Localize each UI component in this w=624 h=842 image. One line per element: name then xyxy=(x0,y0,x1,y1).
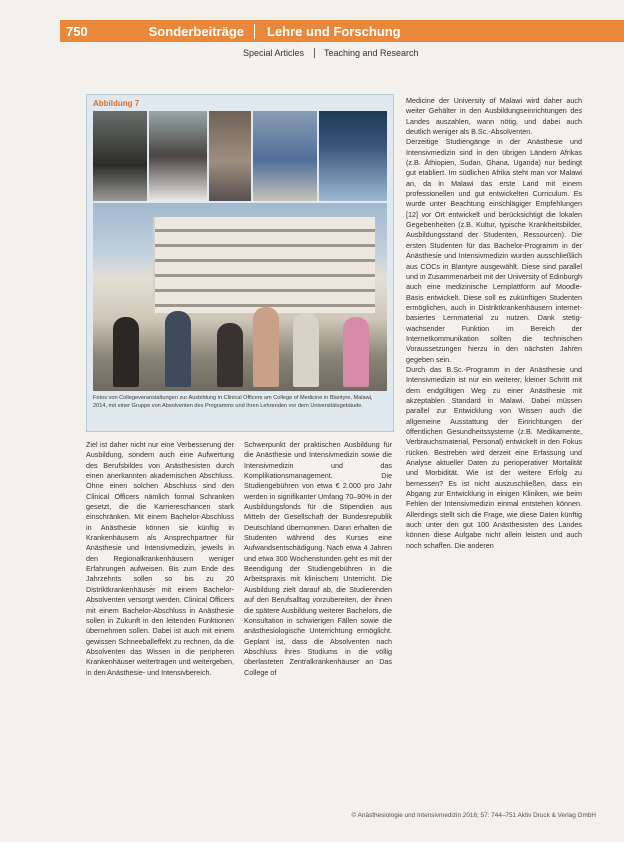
header-bar xyxy=(60,20,624,42)
paragraph: Schwerpunkt der praktischen Ausbildung für die Anästhesie und Intensivmedizin sowie die Intensivmedizin und das Komplikationsmanagement. Die Studiengebühren von etwa € 2.000 pro Jahr werden in signifikanter Umfang 70–90% in der Ausbildungsfonds für die Stipendien aus Mitteln der Gesellschaft der Bundesrepublik Deutschland übernommen. Dann erhalten die Studenten während des Kurses eine Aufwandsentschädigung. Nach etwa 4 Jahren und etwa 300 Wochenstunden geht es mit der Beendigung der Studiengebühren in die Arbeitspraxis mit klinischem Unterricht. Die Ausbildung zielt darauf ab, die Studierenden auf den Berufsalltag vorzubereiten, der ihnen die spätere Ausbildung weiterer Bachelors, die Konsultation in schwierigen Fällen sowie die anästhesiologische Unterrichtung ermöglicht. Geplant ist, dass die Absolventen nach Abschluss ihres Studiums in die völlig überlasteten Zentralkrankenhäuser an Das College of xyxy=(244,440,392,677)
person-figure xyxy=(343,317,369,387)
topic-title-en: Teaching and Research xyxy=(324,48,419,58)
text-column-left xyxy=(86,440,234,678)
paragraph: Ziel ist daher nicht nur eine Verbesserung der Ausbildung, sondern auch eine Aufwertung des Berufsbildes von Anästhesisten durch einen anerkannten akademischen Abschluss. Ohne einen solchen Abschluss sind den Clinical Officers nämlich formal Schranken gesetzt, die die Karriereschancen stark einschränken. Mit einem Bachelor-Abschluss in Anästhesie können sie künftig in Krankenhäusern als Ansprechpartner für Anästhesie und Intensivmedizin, jeweils in den Regionalkrankenhäusern weniger Erfahrungen aufweisen. Bis zum Ende des Jahrzehnts sollen so bis zu 20 Distriktkrankenhäuser mit einem Bachelor-Absolventen versorgt werden. Clinical Officers mit einem Bachelor-Abschluss in Anästhesie sollen in Zukunft in den leitenden Funktionen übernehmen sollen. Dabei ist auch mit einem gewissen Schneeballeffekt zu rechnen, da die Absolventen das Wissen in die peripheren Krankenhäuser weitertragen und weitergeben, in den Anästhesie- und Intensivbereich. xyxy=(86,440,234,677)
page-number: 750 xyxy=(66,23,88,39)
section-title-de: Sonderbeiträge xyxy=(124,24,255,39)
person-figure xyxy=(217,323,243,387)
photo-equipment xyxy=(209,111,251,201)
figure xyxy=(86,94,394,432)
photo-student-at-whiteboard xyxy=(149,111,207,201)
figure-label: Abbildung 7 xyxy=(93,99,140,108)
figure-caption: Fotos von Collegeveranstaltungen zur Ausbildung in Clinical Officers am College of Medicine in Blantyre, Malawi, 2014, mit einer Gruppe von Absolventen des Programms und ihren Lehrenden vor dem Universitätsgebäude. xyxy=(93,395,373,409)
photo-group-in-front-of-building xyxy=(93,203,387,391)
text-column-right xyxy=(406,96,582,551)
paragraph: Durch das B.Sc.-Programm in der Anästhesie und Intensivmedizin ist nur ein weiterer, kleiner Schritt mit dem endgültigen Weg zu einer Anästhesie mit akzeptablen Standard in Malawi. Dabei müssen parallel zur Entwicklung von Wissen auch die allgemeine Ausstattung der Einrichtungen der öffentlichen Gesundheitssysteme (z.B. Medikamente, Verbrauchsmaterial, Personal) entwickelt in den Fokus rücken. Bestreben wird derzeit eine Erfassung und Analyse aktueller Daten zu perioperativer Mortalität und Morbidität. Wie ist der weitere Erfolg zu bemessen? Es ist nicht auszuschließen, dass ein Abgang zur Entwicklung in einigen Kliniken, wie beim Fehlen der Intensivmedizin einmal entstehen können. Allerdings stellt sich die Frage, wie diese Daten künftig auch unter den gut 100 Anästhesisten des Landes können diese Aufgabe nicht allein leisten und auch noch schaffen. Die anderen xyxy=(406,364,582,550)
photo-teacher-pointing xyxy=(93,111,147,201)
college-building xyxy=(153,217,375,313)
person-figure xyxy=(165,311,191,387)
topic-title-de: Lehre und Forschung xyxy=(267,23,401,39)
paragraph: Derzeitige Studiengänge in der Anästhesie und Intensivmedizin sind in den übrigen Ländern Afrikas (z.B. Äthiopien, Sudan, Ghana, Uganda) nur bedingt gut etabliert. Im südlichen Afrika steht man vor Malawi an, da in Malawi das erste Land mit einem professionellen und gut entwickelten Curriculum. Es wurde unter Beachtung einschlägiger Empfehlungen [12] vor Ort entwickelt und berücksichtigt die lokalen Gegebenheiten (z.B. Kultur, typische Krankheitsbilder, Ausbildungsstand der Studenten, Ressourcen). Die ersten Studenten für das Bachelor-Programm in der Anästhesie und Intensivmedizin wurden ausschließlich aus COCs in Blantyre ausgewählt. Diese sind parallel und in Zusammenarbeit mit der University of Edinburgh auch eine medizinische Lernplattform auf Moodle-Basis entwickelt. Diese soll es zukünftigen Studenten ermöglichen, auch in Distriktkrankenhäusern internet-basiertes Lernmaterial zu nutzen. Dank stetig-wachsender Funktion im Bereich der Internetkommunikation sollten die technischen Voraussetzungen hierzu in den nächsten Jahren gegeben sein. xyxy=(406,137,582,364)
section-title-en: Special Articles xyxy=(180,48,315,58)
paragraph: Medicine der University of Malawi wird daher auch weiter Gehälter in den Ausbildungseinrichtungen des Landes auszahlen, wann nötig, und dabei auch deutlich weniger als B.Sc.-Absolventen. xyxy=(406,96,582,137)
text-column-middle xyxy=(244,440,392,678)
photo-operating-room xyxy=(319,111,387,201)
person-figure xyxy=(113,317,139,387)
subheader xyxy=(60,48,624,64)
person-figure xyxy=(253,307,279,387)
person-figure xyxy=(293,313,319,387)
footer-copyright: © Anästhesiologie und Intensivmedizin 2016; 57: 744–751 Aktiv Druck & Verlag GmbH xyxy=(351,812,596,819)
photo-hands-procedure xyxy=(253,111,317,201)
